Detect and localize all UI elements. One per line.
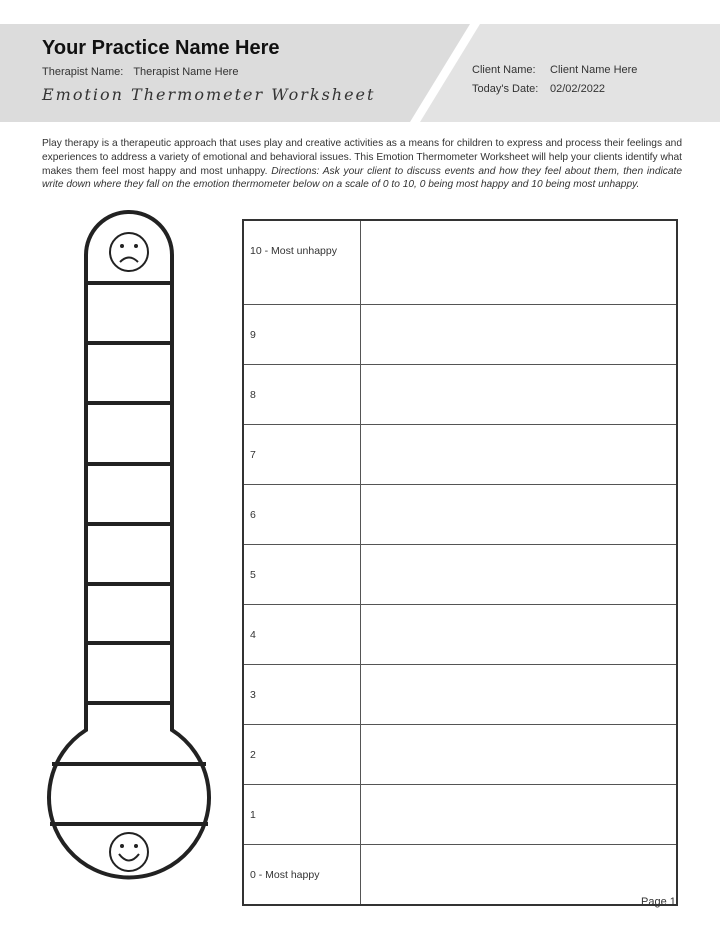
level-label: 0 - Most happy (243, 845, 361, 906)
worksheet-title: Emotion Thermometer Worksheet (42, 85, 376, 104)
response-cell[interactable] (361, 545, 678, 605)
table-row (243, 485, 677, 545)
table-row (243, 425, 677, 485)
level-label: 9 (243, 305, 361, 365)
therapist-label: Therapist Name: (42, 66, 124, 78)
emotion-scale-table (242, 219, 678, 906)
level-label: 5 (243, 545, 361, 605)
response-cell[interactable] (361, 605, 678, 665)
level-label: 4 (243, 605, 361, 665)
level-label: 2 (243, 725, 361, 785)
client-name-label: Client Name: (472, 64, 536, 76)
response-cell[interactable] (361, 365, 678, 425)
response-cell[interactable] (361, 485, 678, 545)
thermometer (0, 0, 240, 931)
table-row (243, 305, 677, 365)
page-number: Page 1 (641, 896, 676, 908)
level-label: 10 - Most unhappy (243, 220, 361, 305)
table-row (243, 845, 677, 906)
table-row (243, 785, 677, 845)
table-row (243, 365, 677, 425)
table-row (243, 220, 677, 305)
response-cell[interactable] (361, 725, 678, 785)
table-row (243, 545, 677, 605)
level-label: 8 (243, 365, 361, 425)
response-cell[interactable] (361, 845, 678, 906)
client-info (472, 61, 637, 99)
level-label: 6 (243, 485, 361, 545)
response-cell[interactable] (361, 220, 678, 305)
response-cell[interactable] (361, 785, 678, 845)
level-label: 3 (243, 665, 361, 725)
intro-text: Play therapy is a therapeutic approach that uses play and creative activities as a means for children to express and process their feelings and experiences to address a variety of emotional and behavioral issues. This Emotion Thermometer Worksheet will help your clients identify what makes them feel most happy and most unhappy. (42, 138, 682, 177)
response-cell[interactable] (361, 305, 678, 365)
response-cell[interactable] (361, 665, 678, 725)
directions-text: Directions: Ask your client to discuss events and how they feel about them, then indicate write down where they fall on the emotion thermometer below on a scale of 0 to 10, 0 being most happy and 10 being most unhappy. (42, 165, 683, 191)
response-cell[interactable] (361, 425, 678, 485)
therapist-name-field[interactable]: Therapist Name Here (133, 66, 239, 78)
client-name-field[interactable]: Client Name Here (550, 64, 638, 76)
table-row (243, 605, 677, 665)
sad-face-icon (110, 233, 148, 271)
date-label: Today's Date: (472, 83, 539, 95)
table-row (243, 665, 677, 725)
level-label: 7 (243, 425, 361, 485)
date-field[interactable]: 02/02/2022 (550, 83, 606, 95)
practice-name: Your Practice Name Here (42, 37, 280, 59)
table-row (243, 725, 677, 785)
happy-face-icon (110, 833, 148, 871)
level-label: 1 (243, 785, 361, 845)
